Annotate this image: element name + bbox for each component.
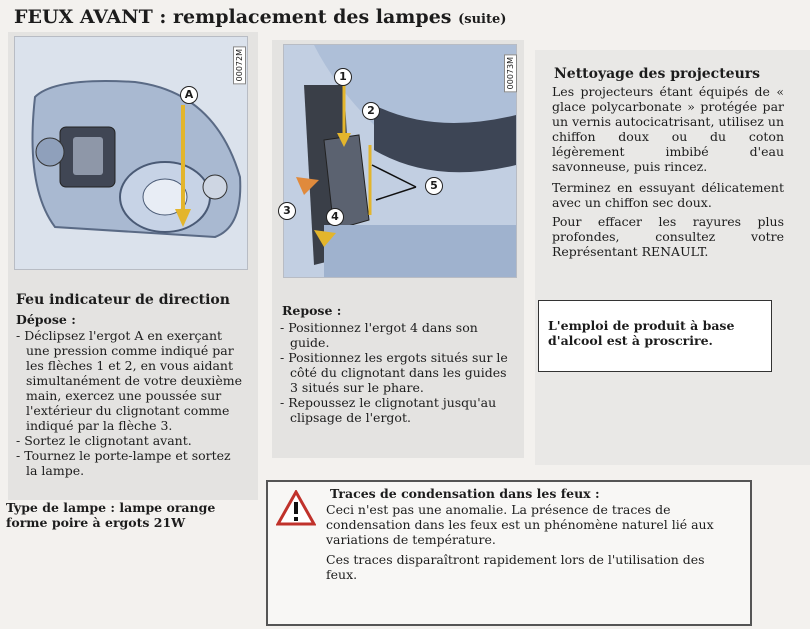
direction-subheading: Dépose : — [16, 312, 76, 327]
list-item: - Positionnez l'ergot 4 dans son guide. — [280, 320, 478, 350]
figure-code-2: 00073M — [504, 54, 517, 92]
figure-label-3: 3 — [278, 202, 296, 220]
page-title — [14, 6, 506, 28]
list-item: - Tournez le porte-lampe et sortez la lampe. — [16, 448, 231, 478]
direction-steps — [16, 328, 242, 478]
lamp-type: Type de lampe : lampe orange forme poire à ergots 21W — [6, 500, 216, 530]
title-suffix: (suite) — [458, 12, 507, 27]
alcohol-warning-text: L'emploi de produit à base d'alcool est à proscrire. — [548, 318, 735, 348]
headlight-drawing — [15, 37, 247, 269]
cleaning-paragraph-2: Terminez en essuyant délicatement avec un chiffon sec doux. — [552, 180, 784, 210]
warning-triangle-icon — [276, 490, 316, 530]
title-main: FEUX AVANT : remplacement des lampes — [14, 6, 452, 28]
cleaning-paragraph-3: Pour effacer les rayures plus profondes, consultez votre Représentant RENAULT. — [552, 214, 784, 259]
indicator-drawing — [284, 45, 516, 277]
repose-steps — [280, 320, 510, 425]
cleaning-heading: Nettoyage des projecteurs — [554, 66, 761, 82]
figure-label-a: A — [180, 86, 198, 104]
condensation-paragraph-2: Ces traces disparaîtront rapidement lors de l'utilisation des feux. — [326, 552, 705, 582]
figure-label-4: 4 — [326, 208, 344, 226]
list-item: - Repoussez le clignotant jusqu'au clipsage de l'ergot. — [280, 395, 497, 425]
indicator-figure — [283, 44, 517, 278]
list-item: - Déclipsez l'ergot A en exerçant une pression comme indiqué par les flèches 1 et 2, en vous aidant simultanément de votre deuxième main, exercez une poussée sur l'extérieur du clignotant comme indiqué par la flèche 3. — [16, 328, 243, 433]
list-item: - Sortez le clignotant avant. — [16, 433, 192, 448]
headlight-figure — [14, 36, 248, 270]
cleaning-paragraph-1: Les projecteurs étant équipés de « glace polycarbonate » protégée par un vernis autocicatrisant, utilisez un chiffon doux ou du coton légèrement imbibé d'eau savonneuse, puis rincez. — [552, 84, 784, 174]
figure-label-1: 1 — [334, 68, 352, 86]
figure-code-1: 00072M — [233, 46, 246, 84]
figure-label-5: 5 — [425, 177, 443, 195]
condensation-heading: Traces de condensation dans les feux : — [330, 486, 600, 501]
direction-heading: Feu indicateur de direction — [16, 292, 230, 308]
figure-label-2: 2 — [362, 102, 380, 120]
condensation-paragraph-1: Ceci n'est pas une anomalie. La présence de traces de condensation dans les feux est un phénomène naturel lié aux variations de température. — [326, 502, 714, 547]
repose-heading: Repose : — [282, 303, 342, 318]
list-item: - Positionnez les ergots situés sur le côté du clignotant dans les guides 3 situés sur le phare. — [280, 350, 508, 395]
